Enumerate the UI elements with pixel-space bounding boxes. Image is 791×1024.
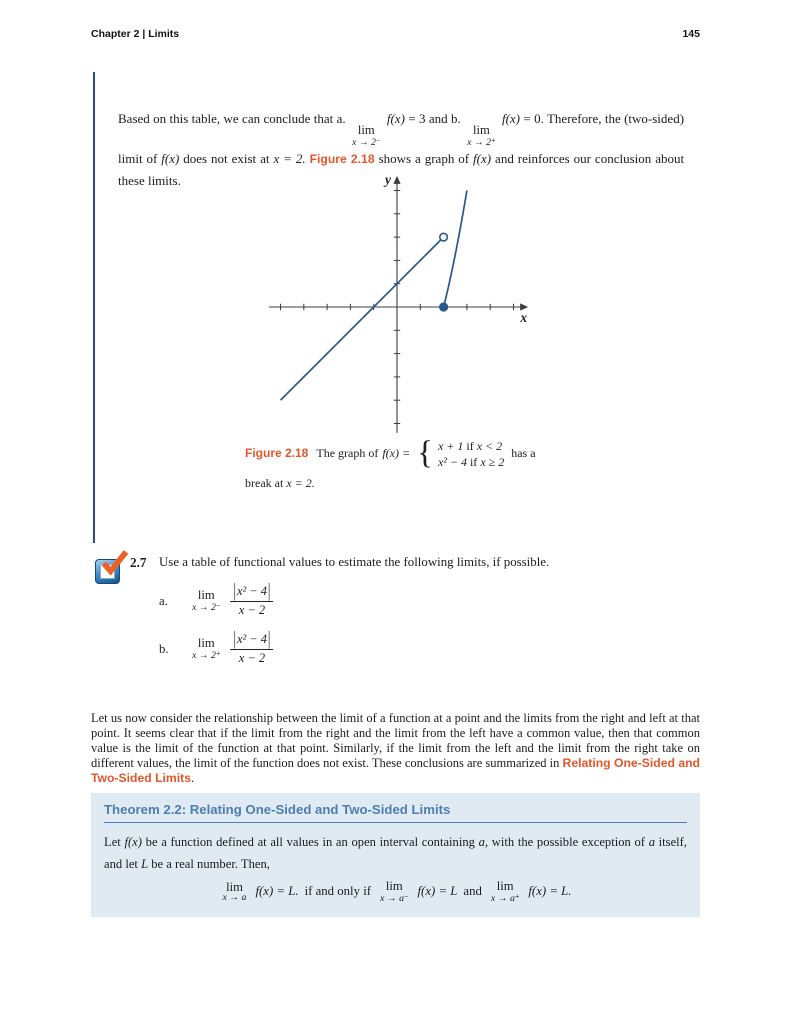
checkpoint-prompt: Use a table of functional values to estimate the following limits, if possible. (159, 555, 550, 569)
math-value: = 0. (523, 111, 544, 126)
svg-text:y: y (385, 171, 391, 187)
checkpoint-item-b (159, 626, 273, 672)
text-run: Let us now consider the relationship between the limit of a function at a point and the limits from the right and left at that point. It seems clear that if the limit from the right and the limit from the left have a common value, then that common value is the limit of the function at that point. Similarly, if the limit from the left and the limit from the right take on different values, the limit of the function does not exist. These conclusions are summarized in (91, 710, 700, 771)
math-x-equals-2: x = 2. (286, 476, 315, 491)
fraction: | x² − 4 | x − 2 (230, 632, 273, 666)
caption-text: has a (511, 446, 536, 461)
svg-text:x: x (520, 310, 528, 325)
theorem-box (91, 793, 700, 917)
checkmark-icon (98, 549, 129, 576)
figure-graph (262, 170, 532, 434)
checkpoint-items (159, 578, 273, 674)
running-head: Chapter 2 | Limits (91, 28, 180, 40)
math-expression: f(x) = L. (528, 884, 572, 899)
math-expression: f(x) = L. (255, 884, 299, 899)
item-label: a. (159, 593, 168, 608)
limit-notation-right: lim x → 2+ (467, 123, 496, 148)
text-run: shows a graph of (378, 150, 470, 166)
math-fx: f(x) (161, 150, 180, 166)
fraction: | x² − 4 | x − 2 (230, 584, 273, 618)
math-fx: f(x) (386, 111, 405, 126)
math-a: a (648, 835, 655, 849)
figure-label: Figure 2.18 (245, 446, 309, 461)
checkpoint-icon (94, 551, 128, 585)
limit-notation: lim x → a+ (490, 879, 520, 904)
text-run: and b. (428, 111, 461, 126)
math-expression: f(x) = L (417, 884, 458, 899)
math-fx: f(x) (124, 835, 142, 849)
theorem-body: Let f(x) be a function defined at all values in an open interval containing a, with the possible exception of a itself, and let L be a real number. Then, (104, 835, 688, 871)
figure-caption (245, 435, 565, 492)
math-a: a, (478, 835, 489, 849)
theorem-title: Theorem 2.2: Relating One-Sided and Two-Sided Limits (104, 802, 687, 823)
text-run: . (190, 771, 195, 786)
theorem-formula (104, 880, 687, 904)
text-run: does not exist at (183, 150, 270, 166)
math-fx: f(x) (473, 150, 492, 166)
text-run: and reinforces our conclusion about these limits. (118, 150, 685, 188)
math-value: = 3 (408, 111, 426, 126)
piecewise-cases (438, 438, 507, 470)
figure-2-18-link[interactable]: Figure 2.18 (309, 151, 375, 166)
text-run: if and only if (304, 884, 372, 899)
limit-notation: lim x → a (222, 879, 247, 904)
limit-notation: lim x → 2+ (192, 636, 221, 661)
example-continuation-rule (93, 72, 95, 543)
page-number: 145 (682, 28, 700, 40)
text-run: Therefore, the (two-sided) limit of (118, 111, 685, 166)
paragraph-transition (91, 711, 700, 787)
math-x-equals-2: x = 2. (273, 150, 306, 166)
caption-text: break at (245, 476, 284, 491)
piecewise-case-1: x + 1 if x < 2 (437, 439, 503, 453)
text-run: Based on this table, we can conclude that a. (118, 111, 346, 126)
math-fx-equals: f(x) = (382, 446, 411, 461)
limit-notation: lim x → a− (380, 879, 409, 904)
text-run: and (463, 884, 482, 899)
limit-notation: lim x → 2− (192, 588, 221, 613)
limit-notation-left: lim x → 2− (352, 123, 381, 148)
checkpoint-item-a (159, 578, 273, 624)
figure-graph-wrap (262, 170, 532, 434)
math-fx: f(x) (501, 111, 521, 126)
math-L: L (141, 857, 149, 871)
checkpoint-number: 2.7 (130, 555, 147, 570)
piecewise-brace: { (417, 435, 433, 472)
caption-text: The graph of (316, 446, 379, 461)
item-label: b. (159, 641, 169, 656)
piecewise-case-2: x² − 4 if x ≥ 2 (437, 455, 505, 470)
theorem-link[interactable]: Relating One-Sided and Two-Sided Limits (91, 756, 701, 786)
